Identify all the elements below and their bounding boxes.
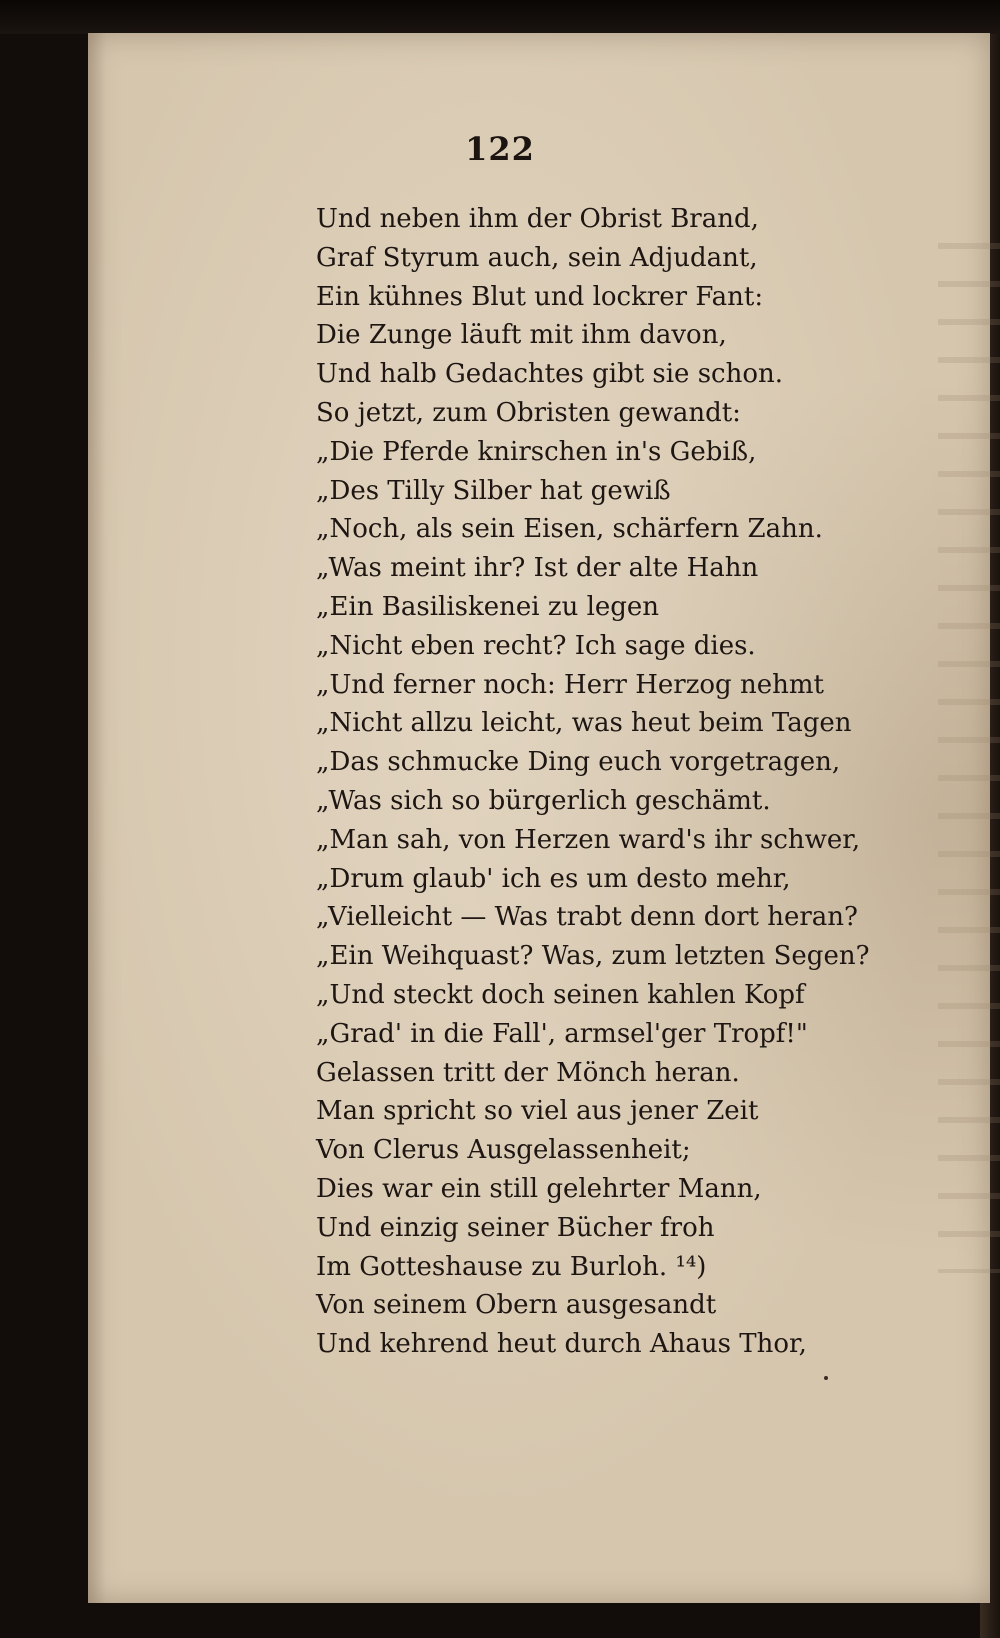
page-number: 122 — [465, 130, 535, 168]
verse-line: Ein kühnes Blut und lockrer Fant: — [316, 281, 764, 312]
verse-line: „Und steckt doch seinen kahlen Kopf — [316, 979, 805, 1010]
verse-line: „Ein Basiliskenei zu legen — [316, 591, 660, 622]
verse-line: „Und ferner noch: Herr Herzog nehmt — [316, 669, 824, 700]
verse-line: Und neben ihm der Obrist Brand, — [316, 204, 759, 234]
verse-line: „Grad' in die Fall', armsel'ger Tropf!" — [316, 1018, 808, 1049]
poem-text — [316, 200, 916, 1364]
verse-line: Und einzig seiner Bücher froh — [316, 1212, 715, 1243]
verse-line: Im Gotteshause zu Burloh. ¹⁴) — [316, 1251, 707, 1282]
verse-line: „Das schmucke Ding euch vorgetragen, — [316, 747, 841, 778]
verse-line: Und halb Gedachtes gibt sie schon. — [316, 359, 784, 390]
verse-line: So jetzt, zum Obristen gewandt: — [316, 397, 741, 428]
verse-line: Und kehrend heut durch Ahaus Thor, — [316, 1329, 807, 1360]
verse-line: Die Zunge läuft mit ihm davon, — [316, 320, 727, 351]
verse-line: Von Clerus Ausgelassenheit; — [316, 1135, 691, 1166]
verse-line: „Was sich so bürgerlich geschämt. — [316, 785, 771, 816]
verse-line: „Nicht eben recht? Ich sage dies. — [316, 630, 756, 661]
verse-line: Von seinem Obern ausgesandt — [316, 1290, 717, 1321]
verse-line: Gelassen tritt der Mönch heran. — [316, 1057, 740, 1088]
verse-line: „Noch, als sein Eisen, schärfern Zahn. — [316, 514, 823, 545]
verse-line: „Des Tilly Silber hat gewiß — [316, 475, 671, 506]
verse-line: Dies war ein still gelehrter Mann, — [316, 1173, 762, 1204]
verse-line: Man spricht so viel aus jener Zeit — [316, 1096, 759, 1127]
verse-line: „Nicht allzu leicht, was heut beim Tagen — [316, 708, 852, 739]
verse-line: Graf Styrum auch, sein Adjudant, — [316, 242, 758, 273]
verse-line: „Was meint ihr? Ist der alte Hahn — [316, 553, 759, 584]
verse-line: „Man sah, von Herzen ward's ihr schwer, — [316, 824, 861, 855]
verse-line: „Die Pferde knirschen in's Gebiß, — [316, 436, 757, 467]
verse-line: „Ein Weihquast? Was, zum letzten Segen? — [316, 941, 870, 972]
verse-line: „Vielleicht — Was trabt denn dort heran? — [316, 902, 858, 933]
bleed-through-text — [938, 223, 1000, 1273]
verse-line: „Drum glaub' ich es um desto mehr, — [316, 863, 791, 894]
ink-speck — [824, 1376, 828, 1380]
scan-top-border — [0, 0, 1000, 34]
